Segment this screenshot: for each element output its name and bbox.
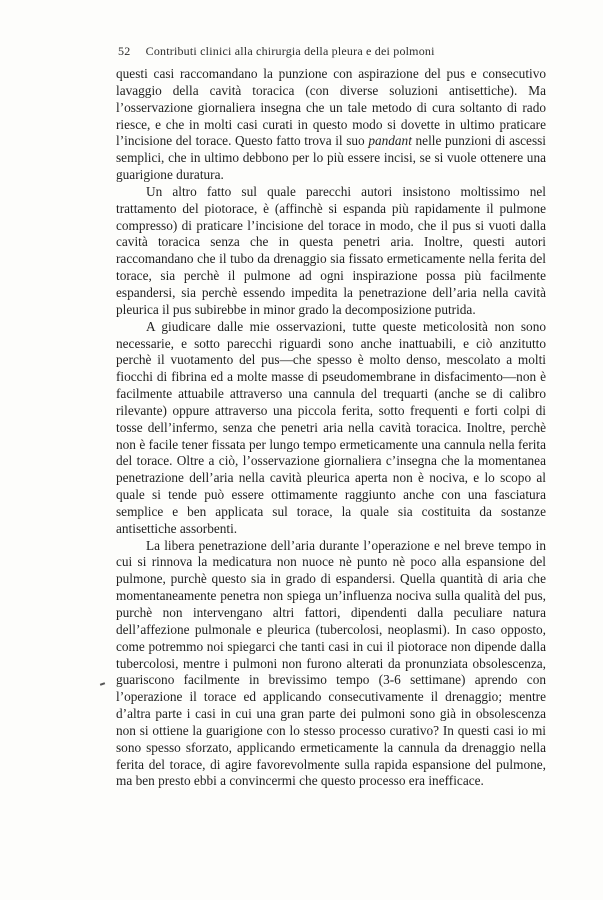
paragraph-4: La libera penetrazione dell’aria durante l’operazione e nel breve tempo in cui si rinnova la medicatura non nuoce nè punto nè poco alla espansione del pulmone, purchè questo sia in grado di espandersi. Quella quantità di aria che momentaneamente penetra non spiega un’influenza nociva sulla qualità del pus, purchè non intervengano altri fattori, dipendenti dalla peculiare natura dell’affezione pulmonale e pleurica (tubercolosi, neoplasmi). In caso opposto, come potremmo noi spiegarci che tanti casi in cui il piotorace non dipende dalla tubercolosi, mentre i pulmoni non furono alterati da pronunziata obsolescenza, guariscono facilmente in brevissimo tempo (3-6 settimane) aprendo con l’operazione il torace ed applicando consecutivamente il drenaggio; mentre d’altra parte i casi in cui una gran parte dei pulmoni sono già in obsolescenza non si ottiene la guarigione con lo stesso processo curativo? In questi casi io mi sono spesso sforzato, applicando ermeticamente la cannula da drenaggio nella ferita del torace, di agire favorevolmente sulla rapida espansione del pulmone, ma ben presto ebbi a convincermi che questo processo era inefficace. [116, 537, 546, 789]
paragraph-2: Un altro fatto sul quale parecchi autori insistono moltissimo nel trattamento del piotorace, è (affinchè si espanda più rapidamente il pulmone compresso) di praticare l’incisione del torace in modo, che il pus si vuoti dalla cavità toracica senza che in questa penetri aria. Inoltre, questi autori raccomandano che il tubo da drenaggio sia fissato ermeticamente nella ferita del torace, sia perchè il pulmone ad ogni inspirazione possa più facilmente espandersi, sia perchè essendo impedita la penetrazione dell’aria nella cavità pleurica il pus subirebbe in minor grado la decomposizione putrida. [116, 183, 546, 317]
paragraph-1-text-a: questi casi raccomandano la punzione con aspirazione del pus e consecutivo lavaggio della cavità toracica (con diverse soluzioni antisettiche). Ma l’osservazione giornaliera insegna che un tale metodo di cura soltanto di rado riesce, e che in molti casi curati in questo modo si dovette in ultimo praticare l’incisione del torace. Questo fatto trova il suo [116, 66, 546, 149]
paragraph-3: A giudicare dalle mie osservazioni, tutte queste meticolosità non sono necessarie, e sotto parecchi riguardi sono anche inattuabili, e ciò anzitutto perchè il vuotamento del pus—che spesso è molto denso, mescolato a molti fiocchi di fibrina ed a molte masse di pseudomembrane in disfacimento—non è facilmente attuabile attraverso una cannula del trequarti (anche se di calibro rilevante) oppure attraverso una piccola ferita, sotto frequenti e forti colpi di tosse dell’infermo, senza che penetri aria nella cavità toracica. Inoltre, perchè non è facile tener fissata per lungo tempo ermeticamente una cannula nella ferita del torace. Oltre a ciò, l’osservazione giornaliera c’insegna che la momentanea penetrazione dell’aria nella cavità pleurica aperta non è nociva, e lo scopo al quale si tende può essere ottimamente raggiunto anche con una fasciatura semplice e ben applicata sul torace, la quale sia costituita da sostanze antisettiche assorbenti. [116, 318, 546, 536]
paragraph-1 [116, 66, 546, 184]
running-title: Contributi clinici alla chirurgia della pleura e dei polmoni [145, 44, 435, 58]
paragraph-1-text-b: nelle punzioni di ascessi semplici, che in ultimo debbono per lo più essere incisi, se si vuole ottenere una guarigione duratura. [116, 133, 546, 183]
margin-mark [100, 682, 105, 686]
italic-term: pandant [368, 133, 412, 149]
body-text [116, 66, 546, 790]
running-header [118, 44, 543, 59]
page-number: 52 [118, 44, 131, 58]
